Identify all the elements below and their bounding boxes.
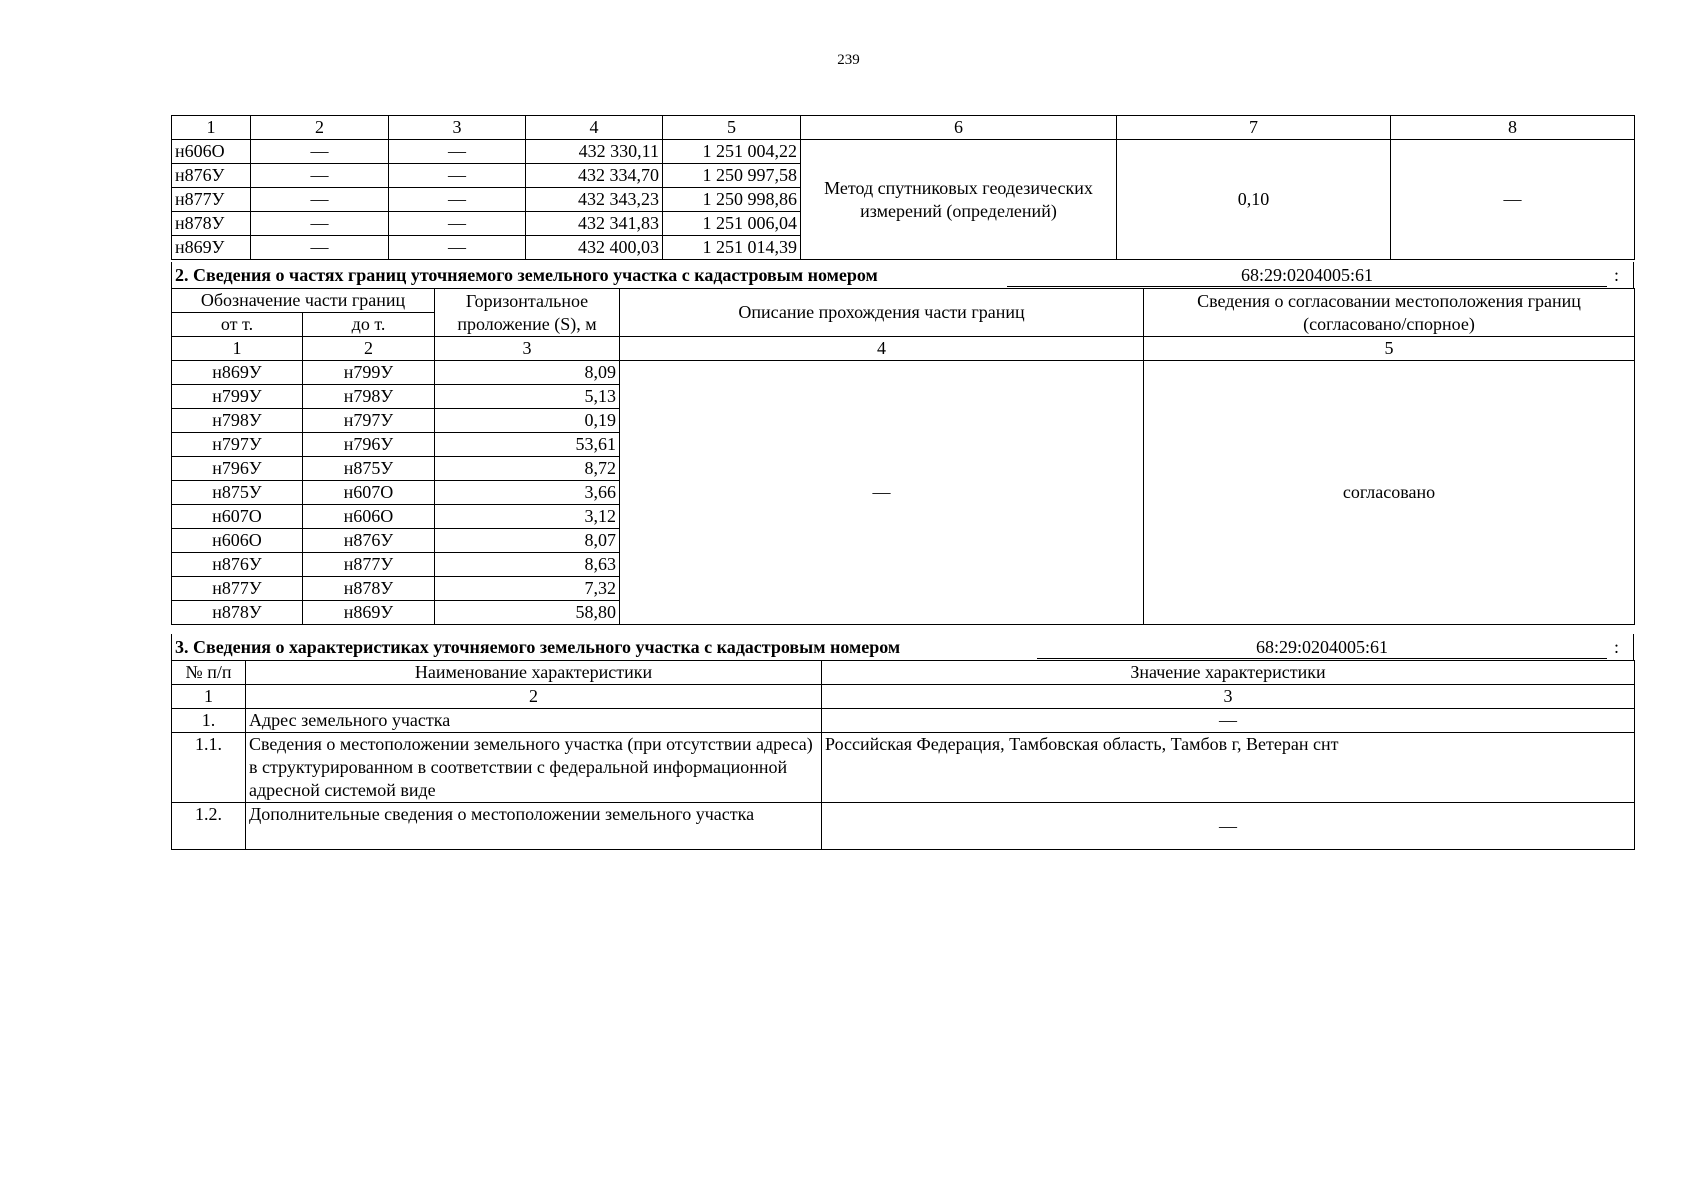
from-point: н798У — [172, 409, 303, 433]
from-point: н796У — [172, 457, 303, 481]
dash-cell: — — [251, 212, 389, 236]
approval-value: согласовано — [1144, 361, 1635, 625]
section-2-colon: : — [1613, 265, 1619, 285]
section-3-colon: : — [1613, 637, 1619, 657]
point-name: н876У — [172, 164, 251, 188]
dash-cell: — — [389, 236, 526, 260]
col-header: 2 — [251, 116, 389, 140]
col-number: 2 — [246, 685, 822, 709]
row-number: 1. — [172, 709, 246, 733]
from-point: н877У — [172, 577, 303, 601]
dash-cell: — — [389, 140, 526, 164]
to-point: н798У — [303, 385, 435, 409]
distance: 5,13 — [435, 385, 620, 409]
dash-cell: — — [251, 164, 389, 188]
col-number: 3 — [435, 337, 620, 361]
to-point: н796У — [303, 433, 435, 457]
to-point: н869У — [303, 601, 435, 625]
section-3-heading — [171, 634, 1634, 660]
to-point: н875У — [303, 457, 435, 481]
point-name: н869У — [172, 236, 251, 260]
name-header: Наименование характеристики — [246, 661, 822, 685]
coord-x: 432 334,70 — [526, 164, 663, 188]
col-header: 7 — [1117, 116, 1391, 140]
from-point: н799У — [172, 385, 303, 409]
table-row — [172, 140, 1635, 164]
section-2-cadastral-number: 68:29:0204005:61 — [1007, 264, 1607, 287]
table-number-row — [172, 337, 1635, 361]
to-point: н878У — [303, 577, 435, 601]
to-point: н876У — [303, 529, 435, 553]
col-number: 1 — [172, 337, 303, 361]
table-row — [172, 803, 1635, 850]
num-header: № п/п — [172, 661, 246, 685]
distance: 53,61 — [435, 433, 620, 457]
col-header: 6 — [801, 116, 1117, 140]
point-name: н878У — [172, 212, 251, 236]
distance: 7,32 — [435, 577, 620, 601]
distance: 8,09 — [435, 361, 620, 385]
coord-y: 1 250 998,86 — [663, 188, 801, 212]
value-header: Значение характеристики — [822, 661, 1635, 685]
col-header: 4 — [526, 116, 663, 140]
col-number: 4 — [620, 337, 1144, 361]
boundary-parts-table — [171, 288, 1635, 625]
distance: 8,72 — [435, 457, 620, 481]
col-header: 1 — [172, 116, 251, 140]
from-point: н878У — [172, 601, 303, 625]
point-name: н877У — [172, 188, 251, 212]
distance: 3,66 — [435, 481, 620, 505]
to-point: н606О — [303, 505, 435, 529]
characteristic-value: Российская Федерация, Тамбовская область, Тамбов г, Ветеран снт — [822, 733, 1635, 803]
characteristics-table — [171, 660, 1635, 850]
to-header: до т. — [303, 313, 435, 337]
coord-y: 1 251 006,04 — [663, 212, 801, 236]
table-row — [172, 361, 1635, 385]
table-row — [172, 733, 1635, 803]
col8-cell: — — [1391, 140, 1635, 260]
coord-x: 432 330,11 — [526, 140, 663, 164]
table-header-row — [172, 116, 1635, 140]
distance: 3,12 — [435, 505, 620, 529]
coord-x: 432 343,23 — [526, 188, 663, 212]
from-header: от т. — [172, 313, 303, 337]
page-number: 239 — [837, 52, 860, 68]
to-point: н797У — [303, 409, 435, 433]
distance: 8,07 — [435, 529, 620, 553]
from-point: н876У — [172, 553, 303, 577]
characteristic-value: — — [822, 803, 1635, 850]
row-number: 1.2. — [172, 803, 246, 850]
coord-y: 1 250 997,58 — [663, 164, 801, 188]
point-name: н606О — [172, 140, 251, 164]
table-number-row — [172, 685, 1635, 709]
col-header: 3 — [389, 116, 526, 140]
to-point: н799У — [303, 361, 435, 385]
coordinates-table — [171, 115, 1635, 260]
coord-y: 1 251 004,22 — [663, 140, 801, 164]
coord-x: 432 400,03 — [526, 236, 663, 260]
characteristic-name: Дополнительные сведения о местоположении земельного участка — [246, 803, 822, 850]
coord-y: 1 251 014,39 — [663, 236, 801, 260]
from-point: н607О — [172, 505, 303, 529]
section-3-title: 3. Сведения о характеристиках уточняемого земельного участка с кадастровым номером — [175, 637, 901, 657]
col-header: 8 — [1391, 116, 1635, 140]
from-point: н869У — [172, 361, 303, 385]
col-number: 2 — [303, 337, 435, 361]
description-value: — — [620, 361, 1144, 625]
distance: 0,19 — [435, 409, 620, 433]
section-2-title: 2. Сведения о частях границ уточняемого земельного участка с кадастровым номером — [175, 265, 878, 285]
from-point: н797У — [172, 433, 303, 457]
section-3-cadastral-number: 68:29:0204005:61 — [1037, 636, 1607, 659]
from-point: н875У — [172, 481, 303, 505]
from-point: н606О — [172, 529, 303, 553]
dash-cell: — — [389, 164, 526, 188]
designation-header: Обозначение части границ — [172, 289, 435, 313]
method-cell: Метод спутниковых геодезических измерений (определений) — [801, 140, 1117, 260]
table-header-row — [172, 661, 1635, 685]
dash-cell: — — [251, 236, 389, 260]
approval-header: Сведения о согласовании местоположения границ (согласовано/спорное) — [1144, 289, 1635, 337]
dash-cell: — — [389, 212, 526, 236]
col-number: 1 — [172, 685, 246, 709]
characteristic-name: Сведения о местоположении земельного участка (при отсутствии адреса) в структурированном в соответствии с федеральной информационной адресной системой виде — [246, 733, 822, 803]
distance: 8,63 — [435, 553, 620, 577]
table-header-row — [172, 289, 1635, 313]
col-header: 5 — [663, 116, 801, 140]
col-number: 3 — [822, 685, 1635, 709]
distance: 58,80 — [435, 601, 620, 625]
table-row — [172, 709, 1635, 733]
horizontal-header: Горизонтальное проложение (S), м — [435, 289, 620, 337]
to-point: н877У — [303, 553, 435, 577]
to-point: н607О — [303, 481, 435, 505]
description-header: Описание прохождения части границ — [620, 289, 1144, 337]
accuracy-cell: 0,10 — [1117, 140, 1391, 260]
dash-cell: — — [251, 188, 389, 212]
characteristic-name: Адрес земельного участка — [246, 709, 822, 733]
row-number: 1.1. — [172, 733, 246, 803]
coord-x: 432 341,83 — [526, 212, 663, 236]
dash-cell: — — [389, 188, 526, 212]
characteristic-value: — — [822, 709, 1635, 733]
dash-cell: — — [251, 140, 389, 164]
col-number: 5 — [1144, 337, 1635, 361]
section-2-heading — [171, 262, 1634, 288]
